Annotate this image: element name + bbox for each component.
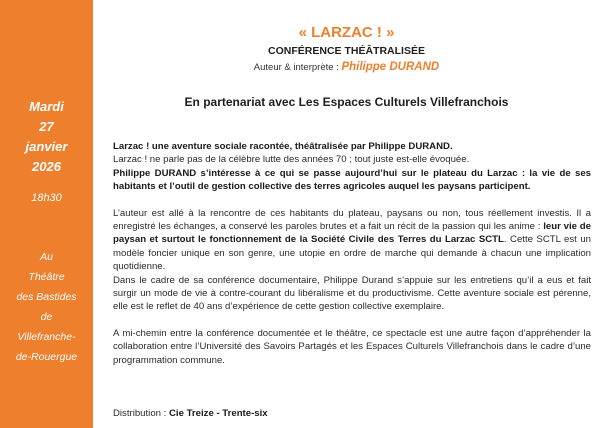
venue-line: Théâtre (28, 271, 65, 283)
event-time: 18h30 (31, 192, 62, 204)
author-name: Philippe DURAND (341, 61, 440, 73)
venue-line: de-Rouergue (15, 351, 78, 363)
venue-line: Villefranche- (17, 331, 76, 343)
description-paragraph (113, 207, 591, 274)
intro-bold: Larzac ! une aventure sociale racontée, théâtralisée par Philippe DURAND. (113, 141, 453, 152)
distribution-company: Cie Treize - Trente-six (168, 408, 268, 419)
highlight-sctl: leur vie de paysan et surtout le fonctionnement de la Société Civile des Terres du Larzac SCTL (113, 221, 591, 246)
event-date (0, 97, 93, 177)
collaboration-paragraph: A mi-chemin entre la conférence documentée et le théâtre, ce spectacle est une autre façon d’appréhender la collaboration entre l’Université des Savoirs Partagés et les Espaces Culturels Villefranchois dans le cadre d’une programmation commune. (113, 327, 591, 366)
date-number: 27 (39, 119, 54, 134)
partnership-line: En partenariat avec Les Espaces Culturels Villefranchois (184, 95, 509, 109)
event-description (113, 140, 591, 367)
text-span: L’auteur est allé à la rencontre de ces habitants du plateau, paysans ou non, tous réellement investis. Il a enregistré les échanges, a conservé les paroles brutes et a fait un récit de la passion qui les anime : (113, 207, 591, 233)
author-line (93, 60, 600, 75)
intro-paragraph (113, 140, 591, 194)
venue-line: de (40, 311, 53, 323)
date-day: Mardi (29, 99, 64, 114)
documentary-paragraph: Dans le cadre de sa conférence documentaire, Philippe Durand s’appuie sur les entretiens qu’il a eus et fait surgir un mode de vie à contre-courant du libéralisme et du productivisme. Cette aventure sociale est pérenne, elle est le reflet de 40 ans d’expérience de cette gestion collective exemplaire. (113, 274, 591, 313)
intro-bold-2: Philippe DURAND s’intéresse à ce qui se passe aujourd’hui sur le plateau du Larzac : la vie de ses habitants et l’outil de gestion collective des terres agricoles auquel les paysans participent. (113, 167, 591, 193)
text-span: . Cette SCTL est un modèle foncier unique en son genre, une utopie en ordre de marche qui demande à chacun une implication quotidienne. (113, 234, 591, 273)
event-sidebar (0, 0, 93, 428)
event-subtitle: CONFÉRENCE THÉÂTRALISÉE (268, 45, 425, 57)
date-year: 2026 (32, 159, 61, 174)
venue-line: Au (40, 251, 53, 263)
distribution-line (113, 407, 268, 420)
venue-line: des Bastides (16, 291, 77, 303)
event-venue (0, 247, 93, 367)
author-label: Auteur & interprète : (253, 62, 342, 73)
date-month: janvier (25, 139, 68, 154)
intro-plain: Larzac ! ne parle pas de la célèbre lutte des années 70 ; tout juste est-elle évoquée. (113, 154, 470, 166)
distribution-label: Distribution : (113, 408, 169, 419)
event-title: « LARZAC ! » (298, 24, 395, 41)
